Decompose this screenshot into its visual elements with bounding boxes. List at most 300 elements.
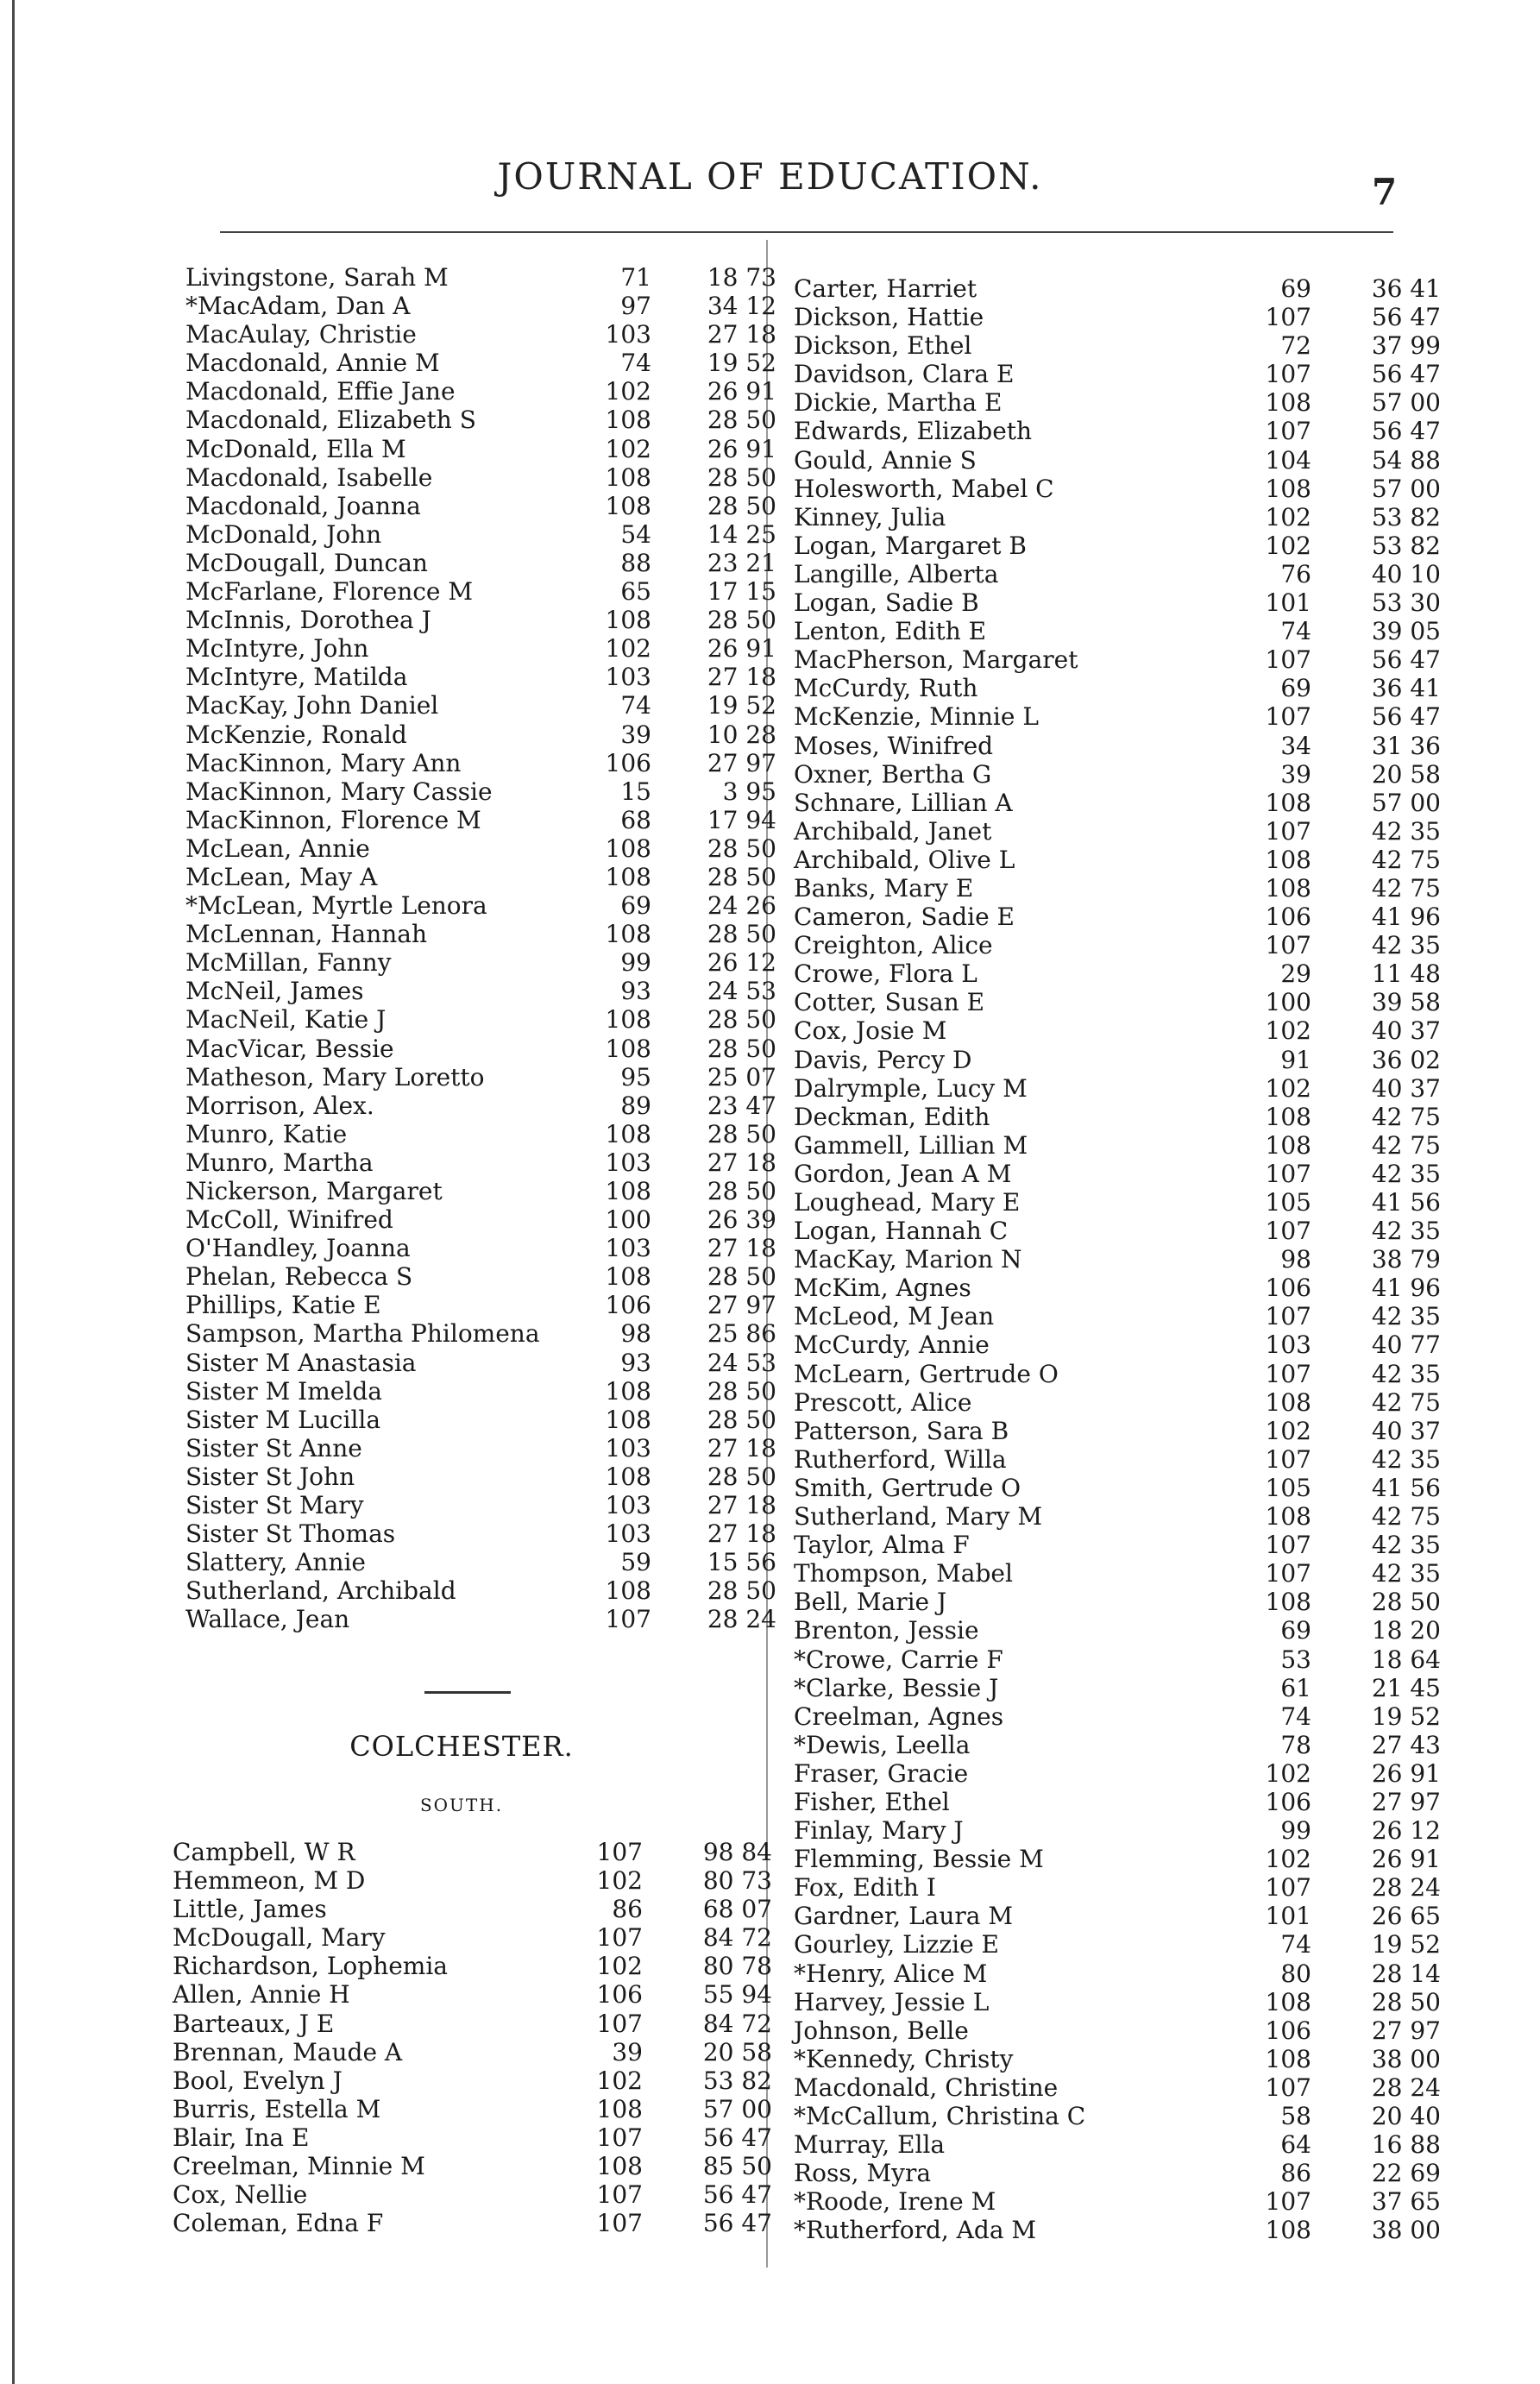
grant-amount: 42 35: [1371, 1302, 1441, 1331]
days-taught: 103: [1265, 1330, 1311, 1360]
grant-amount: 56 47: [1371, 360, 1441, 389]
list-item: [794, 1959, 1441, 1988]
list-item: [173, 2152, 772, 2180]
teacher-name: MacKay, Marion N: [794, 1245, 1022, 1274]
teacher-name: McIntyre, Matilda: [185, 663, 408, 692]
days-taught: 102: [596, 2066, 643, 2095]
grant-amount: 26 91: [707, 434, 776, 463]
days-taught: 108: [605, 1262, 651, 1292]
days-taught: 108: [1265, 1502, 1311, 1532]
grant-amount: 21 45: [1371, 1673, 1441, 1702]
days-taught: 69: [1280, 274, 1311, 303]
section-subtitle: SOUTH.: [419, 1795, 504, 1815]
list-item: [794, 1845, 1441, 1873]
teacher-name: Sampson, Martha Philomena: [185, 1319, 540, 1349]
days-taught: 107: [1265, 1217, 1311, 1246]
teacher-name: Sister St Anne: [185, 1433, 362, 1462]
teacher-name: Rutherford, Willa: [794, 1444, 1007, 1474]
grant-amount: 80 73: [702, 1866, 772, 1896]
grant-amount: 28 50: [707, 1462, 776, 1491]
grant-amount: 25 86: [707, 1319, 776, 1349]
grant-amount: 28 50: [707, 1005, 776, 1035]
teacher-name: Sister M Imelda: [185, 1376, 382, 1406]
list-item: [794, 1788, 1441, 1816]
days-taught: 107: [596, 2180, 643, 2210]
grant-amount: 85 50: [702, 2152, 772, 2181]
days-taught: 102: [596, 1952, 643, 1981]
list-item: [185, 377, 776, 406]
teacher-name: Murray, Ella: [794, 2130, 946, 2160]
days-taught: 108: [605, 1376, 651, 1406]
list-item: [185, 1605, 776, 1633]
days-taught: 74: [1280, 1930, 1311, 1959]
list-item: [173, 2010, 772, 2038]
grant-amount: 27 18: [707, 1433, 776, 1462]
teacher-name: Macdonald, Annie M: [185, 349, 440, 378]
days-taught: 93: [620, 977, 651, 1006]
grant-amount: 28 50: [707, 1576, 776, 1606]
days-taught: 100: [1265, 988, 1311, 1017]
days-taught: 107: [1265, 1873, 1311, 1903]
days-taught: 103: [605, 1234, 651, 1263]
list-item: [794, 1474, 1441, 1502]
teacher-name: MacVicar, Bessie: [185, 1034, 394, 1063]
list-item: [794, 617, 1441, 645]
teacher-name: Deckman, Edith: [794, 1102, 990, 1131]
days-taught: 108: [605, 1462, 651, 1491]
list-item: [185, 577, 776, 606]
list-item: [794, 846, 1441, 874]
list-item: [794, 1702, 1441, 1731]
list-item: [794, 645, 1441, 674]
list-item: [185, 634, 776, 663]
grant-amount: 26 12: [1371, 1816, 1441, 1846]
grant-amount: 39 05: [1371, 617, 1441, 646]
days-taught: 108: [605, 606, 651, 635]
days-taught: 74: [620, 349, 651, 378]
list-item: [794, 1759, 1441, 1788]
teacher-name: Gourley, Lizzie E: [794, 1930, 999, 1959]
list-item: [794, 2045, 1441, 2073]
teacher-name: Fraser, Gracie: [794, 1758, 969, 1788]
list-item: [185, 863, 776, 891]
grant-amount: 28 50: [707, 862, 776, 891]
list-item: [185, 463, 776, 492]
list-item: [185, 1406, 776, 1434]
list-item: [185, 1091, 776, 1120]
list-item: [185, 663, 776, 691]
teacher-name: Cox, Nellie: [173, 2180, 308, 2210]
list-item: [794, 360, 1441, 388]
days-taught: 108: [1265, 873, 1311, 903]
list-item: [794, 1731, 1441, 1759]
days-taught: 53: [1280, 1645, 1311, 1674]
grant-amount: 28 50: [1371, 1987, 1441, 2016]
teacher-name: MacKinnon, Mary Ann: [185, 748, 462, 777]
grant-amount: 42 35: [1371, 1444, 1441, 1474]
days-taught: 107: [596, 1838, 643, 1866]
list-item: [185, 1576, 776, 1605]
list-item: [185, 606, 776, 634]
list-item: [794, 588, 1441, 617]
days-taught: 71: [620, 263, 651, 292]
teacher-name: Macdonald, Christine: [794, 2073, 1059, 2102]
teacher-name: Barteaux, J E: [173, 2009, 335, 2038]
list-item: [794, 1274, 1441, 1302]
days-taught: 107: [1265, 1531, 1311, 1560]
list-item: [794, 1616, 1441, 1645]
teacher-name: Banks, Mary E: [794, 873, 974, 903]
grant-amount: 38 00: [1371, 2044, 1441, 2073]
days-taught: 39: [612, 2037, 643, 2066]
days-taught: 106: [1265, 903, 1311, 932]
grant-amount: 36 41: [1371, 274, 1441, 303]
list-item: [794, 1360, 1441, 1388]
teacher-name: Davidson, Clara E: [794, 360, 1015, 389]
grant-amount: 31 36: [1371, 731, 1441, 760]
teacher-name: Thompson, Mabel: [794, 1559, 1013, 1588]
days-taught: 29: [1280, 959, 1311, 989]
list-item: [185, 1120, 776, 1148]
teacher-name: Logan, Hannah C: [794, 1217, 1009, 1246]
days-taught: 69: [1280, 1616, 1311, 1645]
teacher-name: McDougall, Mary: [173, 1923, 386, 1953]
list-item: [794, 1074, 1441, 1103]
grant-amount: 40 37: [1371, 1016, 1441, 1046]
list-item: [794, 2159, 1441, 2187]
right-column-list: [794, 274, 1441, 2244]
list-item: [794, 1016, 1441, 1045]
teacher-name: McLean, May A: [185, 862, 378, 891]
grant-amount: 19 52: [707, 349, 776, 378]
days-taught: 106: [1265, 1274, 1311, 1303]
list-item: [185, 1519, 776, 1548]
days-taught: 108: [605, 920, 651, 949]
teacher-name: MacNeil, Katie J: [185, 1005, 387, 1035]
teacher-name: Cox, Josie M: [794, 1016, 947, 1046]
days-taught: 102: [1265, 502, 1311, 532]
list-item: [794, 1502, 1441, 1531]
teacher-name: Bell, Marie J: [794, 1588, 947, 1617]
days-taught: 108: [605, 862, 651, 891]
grant-amount: 27 18: [707, 320, 776, 349]
days-taught: 107: [1265, 1159, 1311, 1188]
list-item: [185, 1377, 776, 1406]
days-taught: 108: [605, 462, 651, 492]
teacher-name: Taylor, Alma F: [794, 1531, 970, 1560]
list-item: [173, 2095, 772, 2123]
grant-amount: 56 47: [702, 2123, 772, 2152]
grant-amount: 26 91: [1371, 1845, 1441, 1874]
teacher-name: Allen, Annie H: [173, 1980, 350, 2010]
days-taught: 105: [1265, 1473, 1311, 1502]
grant-amount: 27 18: [707, 1491, 776, 1520]
list-item: [794, 1902, 1441, 1930]
list-item: [794, 1531, 1441, 1559]
list-item: [173, 1952, 772, 1980]
list-item: [185, 891, 776, 920]
grant-amount: 38 00: [1371, 2216, 1441, 2245]
teacher-name: McIntyre, John: [185, 634, 369, 664]
grant-amount: 53 82: [702, 2066, 772, 2095]
grant-amount: 25 07: [707, 1062, 776, 1091]
teacher-name: Blair, Ina E: [173, 2123, 310, 2152]
teacher-name: Oxner, Bertha G: [794, 759, 992, 789]
days-taught: 107: [596, 2209, 643, 2238]
list-item: [794, 1816, 1441, 1845]
list-item: [185, 1349, 776, 1377]
grant-amount: 18 64: [1371, 1645, 1441, 1674]
list-item: [794, 2216, 1441, 2244]
grant-amount: 26 39: [707, 1205, 776, 1235]
teacher-name: Fox, Edith I: [794, 1873, 936, 1903]
teacher-name: Sister St John: [185, 1462, 355, 1491]
days-taught: 15: [620, 777, 651, 806]
grant-amount: 14 25: [707, 519, 776, 549]
grant-amount: 42 35: [1371, 1359, 1441, 1388]
teacher-name: Harvey, Jessie L: [794, 1987, 990, 2016]
days-taught: 107: [596, 2009, 643, 2038]
list-item: [794, 503, 1441, 532]
grant-amount: 28 50: [707, 491, 776, 520]
grant-amount: 27 18: [707, 1519, 776, 1549]
grant-amount: 42 35: [1371, 1559, 1441, 1588]
days-taught: 107: [1265, 360, 1311, 389]
days-taught: 108: [1265, 474, 1311, 503]
list-item: [794, 1674, 1441, 1702]
teacher-name: Brenton, Jessie: [794, 1616, 979, 1645]
list-item: [185, 320, 776, 349]
grant-amount: 24 26: [707, 891, 776, 921]
days-taught: 99: [620, 948, 651, 978]
teacher-name: *McLean, Myrtle Lenora: [185, 891, 487, 921]
teacher-name: McDonald, John: [185, 519, 382, 549]
grant-amount: 27 18: [707, 1148, 776, 1177]
left-column-list: [185, 263, 776, 1634]
list-item: [185, 1148, 776, 1177]
teacher-name: Gammell, Lillian M: [794, 1130, 1028, 1160]
list-item: [185, 977, 776, 1005]
teacher-name: Coleman, Edna F: [173, 2209, 384, 2238]
teacher-name: Brennan, Maude A: [173, 2037, 403, 2066]
teacher-name: Livingstone, Sarah M: [185, 263, 449, 292]
list-item: [794, 1160, 1441, 1188]
grant-amount: 27 97: [1371, 2016, 1441, 2045]
teacher-name: Creighton, Alice: [794, 931, 993, 960]
list-item: [185, 292, 776, 320]
list-item: [794, 2073, 1441, 2102]
list-item: [794, 2016, 1441, 2045]
days-taught: 108: [605, 1177, 651, 1205]
list-item: [794, 2130, 1441, 2159]
teacher-name: McLearn, Gertrude O: [794, 1359, 1059, 1388]
list-item: [794, 303, 1441, 331]
list-item: [794, 1188, 1441, 1217]
teacher-name: *Crowe, Carrie F: [794, 1645, 1003, 1674]
days-taught: 106: [605, 748, 651, 777]
list-item: [185, 1491, 776, 1519]
grant-amount: 28 24: [1371, 2073, 1441, 2102]
grant-amount: 38 79: [1371, 1245, 1441, 1274]
grant-amount: 36 41: [1371, 674, 1441, 703]
list-item: [794, 817, 1441, 846]
teacher-name: *Rutherford, Ada M: [794, 2216, 1037, 2245]
days-taught: 102: [1265, 1845, 1311, 1874]
teacher-name: Kinney, Julia: [794, 502, 946, 532]
days-taught: 108: [1265, 1588, 1311, 1617]
grant-amount: 42 75: [1371, 1102, 1441, 1131]
days-taught: 102: [605, 634, 651, 664]
days-taught: 86: [1280, 2159, 1311, 2188]
days-taught: 107: [1265, 645, 1311, 675]
teacher-name: Patterson, Sara B: [794, 1416, 1009, 1445]
teacher-name: Campbell, W R: [173, 1838, 355, 1866]
days-taught: 106: [596, 1980, 643, 2010]
teacher-name: Logan, Margaret B: [794, 531, 1027, 560]
teacher-name: McMillan, Fanny: [185, 948, 392, 978]
teacher-name: Macdonald, Elizabeth S: [185, 406, 476, 435]
grant-amount: 10 28: [707, 720, 776, 749]
grant-amount: 24 53: [707, 1348, 776, 1377]
list-item: [173, 2209, 772, 2237]
list-item: [185, 1262, 776, 1291]
list-item: [794, 732, 1441, 760]
list-item: [185, 349, 776, 377]
grant-amount: 39 58: [1371, 988, 1441, 1017]
days-taught: 58: [1280, 2102, 1311, 2130]
teacher-name: McLeod, M Jean: [794, 1302, 995, 1331]
days-taught: 103: [605, 663, 651, 692]
days-taught: 86: [612, 1895, 643, 1924]
list-item: [794, 1559, 1441, 1588]
teacher-name: Lenton, Edith E: [794, 617, 987, 646]
grant-amount: 28 50: [707, 1376, 776, 1406]
list-item: [794, 2102, 1441, 2130]
days-taught: 107: [1265, 816, 1311, 846]
list-item: [173, 2066, 772, 2095]
teacher-name: Ross, Myra: [794, 2159, 932, 2188]
grant-amount: 28 50: [707, 1262, 776, 1292]
days-taught: 106: [1265, 2016, 1311, 2045]
list-item: [185, 720, 776, 749]
days-taught: 107: [596, 1923, 643, 1953]
grant-amount: 18 73: [707, 263, 776, 292]
binding-edge: [12, 0, 15, 2384]
teacher-name: Fisher, Ethel: [794, 1787, 950, 1816]
days-taught: 108: [1265, 1987, 1311, 2016]
days-taught: 102: [1265, 1416, 1311, 1445]
grant-amount: 26 91: [707, 377, 776, 406]
days-taught: 104: [1265, 445, 1311, 475]
days-taught: 74: [1280, 1702, 1311, 1731]
grant-amount: 54 88: [1371, 445, 1441, 475]
list-item: [794, 1930, 1441, 1959]
teacher-name: Dickie, Martha E: [794, 388, 1003, 418]
list-item: [173, 2038, 772, 2066]
grant-amount: 42 35: [1371, 816, 1441, 846]
grant-amount: 42 75: [1371, 1387, 1441, 1417]
days-taught: 108: [1265, 1102, 1311, 1131]
teacher-name: Macdonald, Isabelle: [185, 462, 433, 492]
teacher-name: Davis, Percy D: [794, 1045, 972, 1074]
grant-amount: 68 07: [702, 1895, 772, 1924]
grant-amount: 56 47: [702, 2180, 772, 2210]
teacher-name: MacKinnon, Mary Cassie: [185, 777, 493, 806]
days-taught: 95: [620, 1062, 651, 1091]
list-item: [185, 920, 776, 948]
days-taught: 108: [605, 1405, 651, 1434]
list-item: [185, 1063, 776, 1091]
days-taught: 100: [605, 1205, 651, 1235]
grant-amount: 26 65: [1371, 1902, 1441, 1931]
teacher-name: Munro, Martha: [185, 1148, 374, 1177]
days-taught: 108: [605, 1119, 651, 1148]
list-item: [185, 777, 776, 806]
teacher-name: *Roode, Irene M: [794, 2187, 996, 2217]
teacher-name: McDonald, Ella M: [185, 434, 406, 463]
grant-amount: 42 35: [1371, 931, 1441, 960]
list-item: [794, 1330, 1441, 1359]
days-taught: 102: [605, 434, 651, 463]
list-item: [794, 1417, 1441, 1445]
days-taught: 80: [1280, 1959, 1311, 1988]
journal-title: JOURNAL OF EDUCATION.: [497, 155, 1043, 198]
grant-amount: 26 12: [707, 948, 776, 978]
grant-amount: 19 52: [1371, 1702, 1441, 1731]
list-item: [794, 903, 1441, 931]
list-item: [185, 1005, 776, 1034]
list-item: [794, 532, 1441, 560]
list-item: [185, 1205, 776, 1234]
days-taught: 69: [1280, 674, 1311, 703]
list-item: [173, 1980, 772, 2009]
list-item: [794, 2187, 1441, 2216]
teacher-name: Langille, Alberta: [794, 559, 999, 588]
days-taught: 105: [1265, 1188, 1311, 1217]
days-taught: 108: [596, 2094, 643, 2123]
days-taught: 88: [620, 548, 651, 577]
days-taught: 91: [1280, 1045, 1311, 1074]
grant-amount: 98 84: [702, 1838, 772, 1866]
teacher-name: McKenzie, Ronald: [185, 720, 407, 749]
days-taught: 101: [1265, 1902, 1311, 1931]
teacher-name: Prescott, Alice: [794, 1387, 972, 1417]
teacher-name: Sister M Lucilla: [185, 1405, 381, 1434]
teacher-name: *McCallum, Christina C: [794, 2102, 1086, 2130]
list-item: [173, 1866, 772, 1895]
grant-amount: 80 78: [702, 1952, 772, 1981]
days-taught: 107: [1265, 303, 1311, 332]
days-taught: 102: [1265, 1016, 1311, 1046]
grant-amount: 28 24: [707, 1605, 776, 1634]
grant-amount: 84 72: [702, 2009, 772, 2038]
list-item: [794, 988, 1441, 1016]
teacher-name: Flemming, Bessie M: [794, 1845, 1044, 1874]
days-taught: 107: [1265, 1559, 1311, 1588]
days-taught: 107: [596, 2123, 643, 2152]
teacher-name: Macdonald, Effie Jane: [185, 377, 456, 406]
teacher-name: Schnare, Lillian A: [794, 788, 1013, 817]
grant-amount: 57 00: [1371, 474, 1441, 503]
list-item: [794, 1302, 1441, 1330]
days-taught: 98: [1280, 1245, 1311, 1274]
grant-amount: 27 43: [1371, 1730, 1441, 1759]
list-item: [794, 274, 1441, 303]
days-taught: 108: [605, 1034, 651, 1063]
grant-amount: 56 47: [1371, 645, 1441, 675]
grant-amount: 53 82: [1371, 531, 1441, 560]
grant-amount: 28 50: [707, 606, 776, 635]
